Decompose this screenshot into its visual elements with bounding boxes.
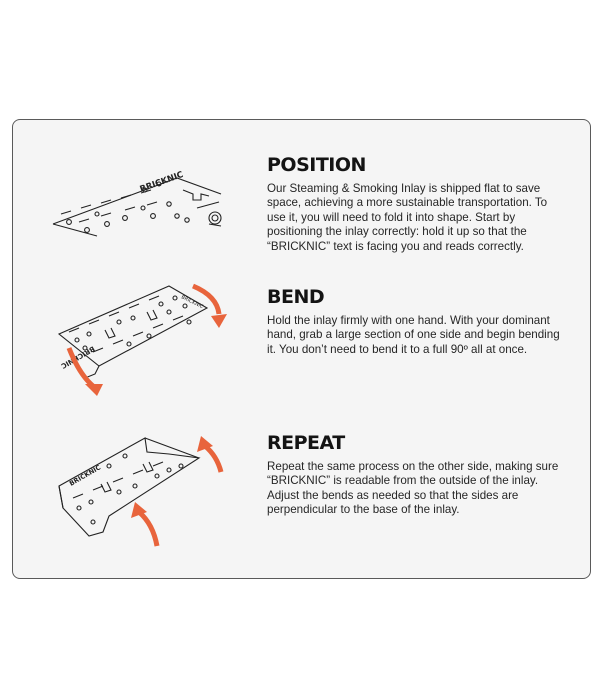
inlay-label: BRICKNIC — [180, 294, 205, 311]
step-description: Hold the inlay firmly with one hand. With your dominant hand, grab a large section of one side and begin bending it. You don’t need to bend it to a full 90º all at once. — [267, 314, 560, 356]
step-text — [267, 432, 567, 518]
flat-inlay-icon — [49, 160, 229, 275]
step-text — [267, 286, 567, 357]
inlay-label: BRICKNIC — [138, 169, 185, 195]
step-title: REPEAT — [267, 432, 345, 454]
instructions-card — [12, 119, 591, 579]
inlay-label: BRICKNIC — [59, 344, 96, 370]
step-description: Our Steaming & Smoking Inlay is shipped flat to save space, achieving a more sustainable transportation. To use it, you will need to fold it into shape. Start by positioning the inlay correctly: hold it up so that the “BRICKNIC” text is facing you and reads correctly. — [267, 182, 548, 253]
bend-inlay-icon — [49, 282, 229, 407]
curved-arrow-icon — [139, 446, 221, 546]
step-title: POSITION — [267, 154, 366, 176]
step-text — [267, 154, 567, 254]
inlay-label: BRICKNIC — [68, 463, 103, 488]
step-title: BEND — [267, 286, 325, 308]
step-description: Repeat the same process on the other side, making sure “BRICKNIC” is readable from the outside of the inlay. Adjust the bends as needed so that the sides are perpendicular to the base of the inlay. — [267, 460, 559, 517]
folded-inlay-icon — [49, 428, 229, 553]
